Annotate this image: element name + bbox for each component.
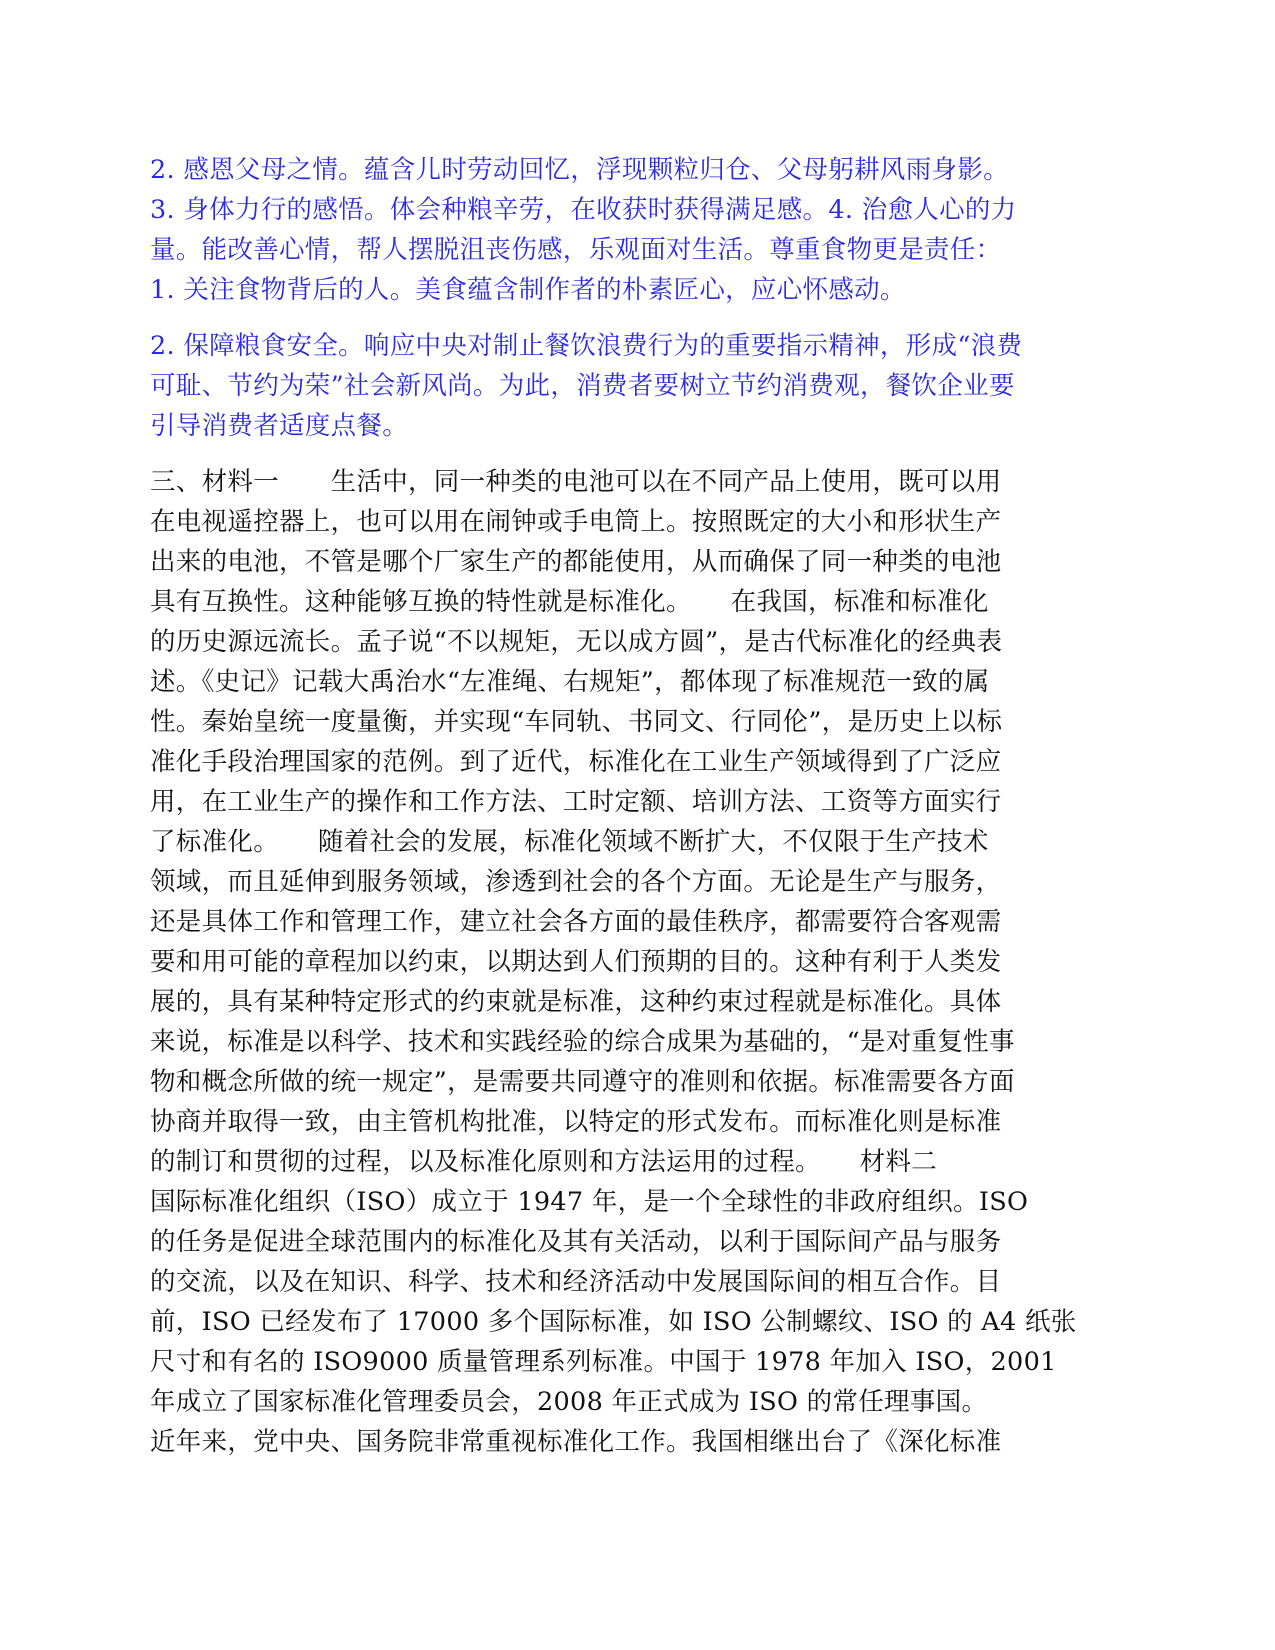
- text-line: 国际标准化组织（ISO）成立于 1947 年，是一个全球性的非政府组织。ISO: [150, 1187, 1029, 1217]
- text-line: 可耻、节约为荣”社会新风尚。为此，消费者要树立节约消费观，餐饮企业要: [150, 371, 1015, 401]
- text-line: 前，ISO 已经发布了 17000 多个国际标准，如 ISO 公制螺纹、ISO 的 A4 纸张: [150, 1307, 1077, 1337]
- text-line: 量。能改善心情，帮人摆脱沮丧伤感，乐观面对生活。尊重食物更是责任：: [150, 235, 1002, 265]
- text-line: 近年来，党中央、国务院非常重视标准化工作。我国相继出台了《深化标准: [150, 1427, 1002, 1457]
- text-line: 三、材料一 生活中，同一种类的电池可以在不同产品上使用，既可以用: [150, 467, 1002, 497]
- paragraph-gap: [150, 446, 1130, 462]
- material-block: [150, 462, 1130, 1462]
- text-line: 性。秦始皇统一度量衡，并实现“车同轨、书同文、行同伦”，是历史上以标: [150, 707, 1003, 737]
- text-line: 年成立了国家标准化管理委员会，2008 年正式成为 ISO 的常任理事国。: [150, 1387, 988, 1417]
- text-line: 物和概念所做的统一规定”，是需要共同遵守的准则和依据。标准需要各方面: [150, 1067, 1015, 1097]
- text-line: 协商并取得一致，由主管机构批准，以特定的形式发布。而标准化则是标准: [150, 1107, 1002, 1137]
- text-line: 2. 保障粮食安全。响应中央对制止餐饮浪费行为的重要指示精神，形成“浪费: [150, 331, 1023, 361]
- text-line: 3. 身体力行的感悟。体会种粮辛劳，在收获时获得满足感。4. 治愈人心的力: [150, 195, 1017, 225]
- answer-block-1: [150, 150, 1130, 310]
- text-line: 的制订和贯彻的过程，以及标准化原则和方法运用的过程。 材料二: [150, 1147, 938, 1177]
- text-line: 来说，标准是以科学、技术和实践经验的综合成果为基础的，“是对重复性事: [150, 1027, 1015, 1057]
- text-line: 用，在工业生产的操作和工作方法、工时定额、培训方法、工资等方面实行: [150, 787, 1002, 817]
- document-page: [150, 150, 1130, 1462]
- text-line: 领域，而且延伸到服务领域，渗透到社会的各个方面。无论是生产与服务，: [150, 867, 1002, 897]
- text-line: 的交流，以及在知识、科学、技术和经济活动中发展国际间的相互合作。目: [150, 1267, 1002, 1297]
- text-line: 的任务是促进全球范围内的标准化及其有关活动，以利于国际间产品与服务: [150, 1227, 1002, 1257]
- text-line: 述。《史记》记载大禹治水“左准绳、右规矩”，都体现了标准规范一致的属: [150, 667, 990, 697]
- text-line: 准化手段治理国家的范例。到了近代，标准化在工业生产领域得到了广泛应: [150, 747, 1002, 777]
- text-line: 1. 关注食物背后的人。美食蕴含制作者的朴素匠心，应心怀感动。: [150, 275, 906, 305]
- text-line: 展的，具有某种特定形式的约束就是标准，这种约束过程就是标准化。具体: [150, 987, 1002, 1017]
- text-line: 出来的电池，不管是哪个厂家生产的都能使用，从而确保了同一种类的电池: [150, 547, 1002, 577]
- text-line: 了标准化。 随着社会的发展，标准化领域不断扩大，不仅限于生产技术: [150, 827, 989, 857]
- text-line: 在电视遥控器上，也可以用在闹钟或手电筒上。按照既定的大小和形状生产: [150, 507, 1002, 537]
- text-line: 具有互换性。这种能够互换的特性就是标准化。 在我国，标准和标准化: [150, 587, 989, 617]
- text-line: 的历史源远流长。孟子说“不以规矩，无以成方圆”，是古代标准化的经典表: [150, 627, 1003, 657]
- paragraph-gap: [150, 310, 1130, 326]
- text-line: 要和用可能的章程加以约束，以期达到人们预期的目的。这种有利于人类发: [150, 947, 1002, 977]
- answer-block-2: [150, 326, 1130, 446]
- text-line: 2. 感恩父母之情。蕴含儿时劳动回忆，浮现颗粒归仓、父母躬耕风雨身影。: [150, 155, 1009, 185]
- text-line: 引导消费者适度点餐。: [150, 411, 409, 441]
- text-line: 尺寸和有名的 ISO9000 质量管理系列标准。中国于 1978 年加入 ISO，2001: [150, 1347, 1057, 1377]
- text-line: 还是具体工作和管理工作，建立社会各方面的最佳秩序，都需要符合客观需: [150, 907, 1002, 937]
